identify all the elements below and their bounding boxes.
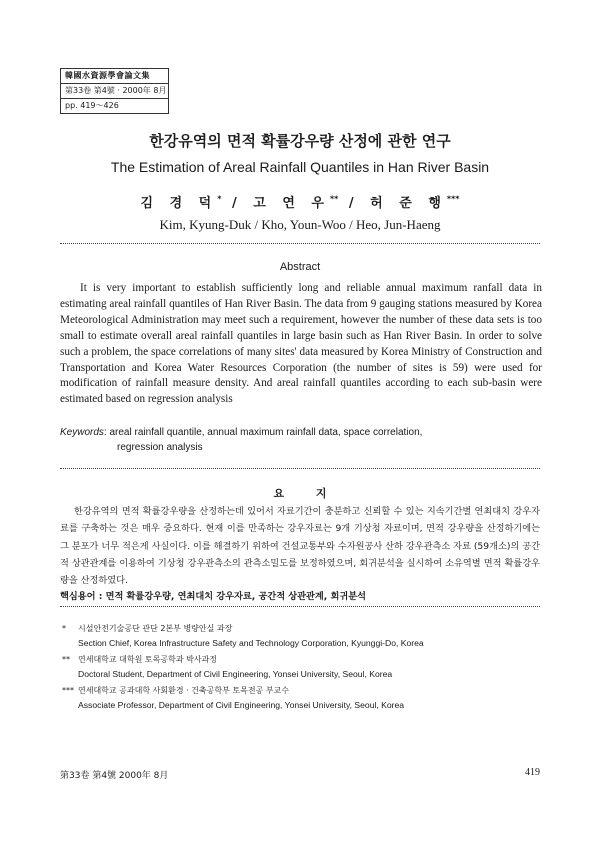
footnote-1-mark: * [62, 624, 66, 633]
author-3-mark: *** [446, 194, 460, 204]
author-2-name: 고 연 우 [253, 196, 330, 211]
summary-heading: 요 지 [273, 487, 341, 500]
summary-keywords [60, 590, 540, 604]
author-footnotes [62, 622, 542, 715]
dotted-divider [60, 606, 540, 607]
authors-english: Kim, Kyung-Duk / Kho, Youn-Woo / Heo, Jun-Haeng [159, 217, 441, 232]
dotted-divider [60, 468, 540, 469]
journal-pages: pp. 419～426 [65, 101, 119, 110]
summary-body: 한강유역의 면적 확률강우량을 산정하는데 있어서 자료기간이 충분하고 신뢰할 수 있는 지속기간별 연최대치 강우자료를 구축하는 것은 매우 중요하다. 현재 이를 만족하는 강우자료는 9개 기상청 자료이며, 면적 강우량을 산정하기에는 그 분포가 너무 적은게 사실이다. 이를 해결하기 위하여 건설교통부와 수자원공사 산하 강우관측소 자료 (59개소)의 공간적 상관관계를 이용하여 기상청 강우관측소의 관측소밀도를 보정하였으며, 회귀분석을 실시하여 소유역별 면적 확률강우량을 산정하였다. [60, 506, 540, 587]
footnote-3-mark: *** [62, 686, 74, 695]
abstract-keywords [60, 425, 540, 455]
abstract-body: It is very important to establish sufficiently long and reliable annual maximum ranfall data in estimating areal rainfall quantiles of Han River Basin. The data from 9 gauging stations measured by Korea Meteorological Administration may meet such a requirement, however the number of these data sets is too small to estimate overall areal rainfall quantiles in large basin such as Han River Basin. In order to solve such a problem, the space correlations of many sites' data measured by Korea Ministry of Construction and Transportation and Korea Water Resources Corporation (the number of sites is 59) were used for modification of rainfall measure density. And areal rainfall quantiles according to each sub-basin were estimated based on regression analysis [60, 282, 542, 406]
abstract-heading: Abstract [279, 261, 321, 273]
footnote-2-korean [62, 653, 542, 667]
journal-info-box [60, 68, 169, 114]
summary-keywords-label: 핵심용어 : [60, 591, 103, 602]
footnote-1-korean-text: 시설안전기술공단 관단 2본부 병량안실 과장 [78, 624, 233, 633]
author-1-name: 김 경 덕 [140, 196, 218, 211]
footnote-1-korean [62, 622, 542, 636]
author-separator: / [231, 196, 243, 211]
footnote-2-mark: ** [62, 655, 70, 664]
footnote-3-korean-text: 연세대학교 공과대학 사회환경 · 건축공학부 토목전공 부교수 [78, 686, 289, 695]
author-separator: / [348, 196, 360, 211]
footnote-3-korean [62, 684, 542, 698]
author-2-mark: ** [329, 194, 339, 204]
journal-volume: 第33卷 第4號 · 2000年 8月 [61, 84, 168, 99]
footnote-1-english: Section Chief, Korea Infrastructure Safety and Technology Corporation, Kyunggi-Do, Korea [78, 638, 424, 648]
footnote-2-korean-text: 연세대학교 대학원 토목공학과 박사과정 [78, 655, 218, 664]
keywords-line-2: regression analysis [117, 442, 203, 453]
author-1-mark: * [217, 194, 222, 204]
title-korean: 한강유역의 면적 확률강우량 산정에 관한 연구 [149, 132, 451, 150]
summary-keywords-text: 면적 확률강우량, 연최대치 강우자료, 공간적 상관관계, 회귀분석 [105, 591, 366, 602]
keywords-line-1: areal rainfall quantile, annual maximum rainfall data, space correlation, [109, 427, 423, 438]
keywords-label: Keywords [60, 427, 104, 438]
page-number: 419 [525, 767, 540, 778]
authors-korean [0, 192, 600, 211]
journal-name: 韓國水資源學會論文集 [61, 69, 168, 84]
keywords-colon: : [103, 427, 110, 438]
author-3-name: 허 준 행 [370, 196, 447, 211]
dotted-divider [60, 243, 540, 244]
footnote-3-english: Associate Professor, Department of Civil Engineering, Yonsei University, Seoul, Korea [78, 700, 405, 710]
title-english: The Estimation of Areal Rainfall Quantiles in Han River Basin [110, 159, 490, 175]
footnote-2-english: Doctoral Student, Department of Civil Engineering, Yonsei University, Seoul, Korea [78, 669, 393, 679]
footer-journal-issue: 第33卷 第4號 2000年 8月 [60, 771, 169, 781]
